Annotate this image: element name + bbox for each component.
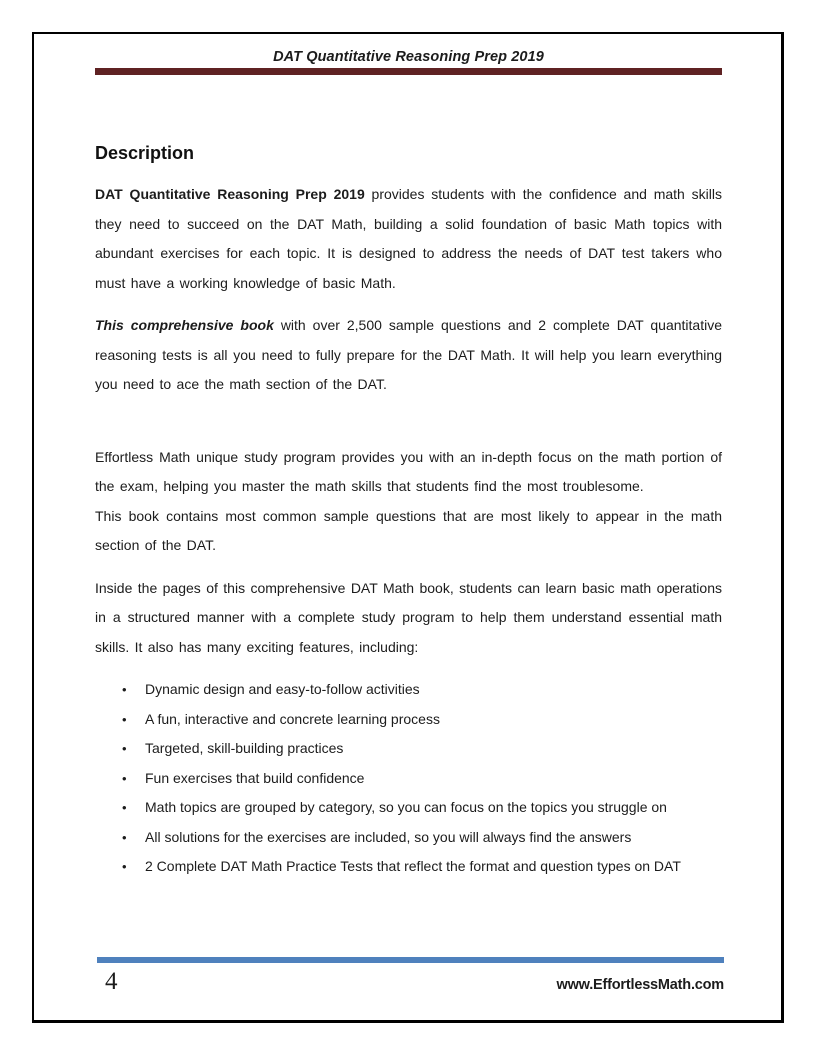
feature-list <box>95 675 722 882</box>
list-item <box>122 764 722 794</box>
paragraph-3-line-1: Effortless Math unique study program provides you with an in-depth focus on the math portion of the exam, helping you master the math skills that students find the most troublesome. <box>95 448 722 494</box>
list-item <box>122 734 722 764</box>
paragraph-2-lead: This comprehensive book <box>95 317 274 333</box>
paragraph-1 <box>95 180 722 298</box>
page-footer <box>97 957 724 996</box>
list-item <box>122 823 722 853</box>
paragraph-2 <box>95 311 722 400</box>
page-body <box>95 142 722 882</box>
paragraph-1-text: provides students with the confidence and math skills they need to succeed on the DAT Math, building a solid foundation of basic Math topics with abundant exercises for each topic. It is designed to address the needs of DAT test takers who must have a working knowledge of basic Math. <box>95 186 722 291</box>
paragraph-4: Inside the pages of this comprehensive DAT Math book, students can learn basic math operations in a structured manner with a complete study program to help them understand essential math skills. It also has many exciting features, including: <box>95 579 722 655</box>
bullet-icon: • <box>122 770 127 786</box>
list-item <box>122 852 722 882</box>
list-item-text: Targeted, skill-building practices <box>145 740 344 756</box>
page-border <box>32 32 784 1023</box>
bullet-icon: • <box>122 741 127 756</box>
list-item <box>122 705 722 735</box>
list-item-text: Dynamic design and easy-to-follow activities <box>145 681 420 697</box>
bullet-icon: • <box>122 829 127 845</box>
bullet-icon: • <box>122 800 127 815</box>
page-number: 4 <box>105 968 118 995</box>
footer-rule <box>97 957 724 963</box>
list-item-text: 2 Complete DAT Math Practice Tests that reflect the format and question types on DAT <box>145 858 681 874</box>
bullet-icon: • <box>122 682 127 697</box>
paragraph-3 <box>95 443 722 561</box>
header-rule <box>95 68 722 75</box>
page-header <box>95 48 722 75</box>
list-item-text: A fun, interactive and concrete learning process <box>145 710 440 727</box>
bullet-icon: • <box>122 711 127 727</box>
list-item-text: Fun exercises that build confidence <box>145 769 365 786</box>
paragraph-2-text: with over 2,500 sample questions and 2 complete DAT quantitative reasoning tests is all you need to fully prepare for the DAT Math. It will help you learn everything you need to ace the math section of the DAT. <box>95 317 722 392</box>
list-item-text: All solutions for the exercises are included, so you will always find the answers <box>145 828 632 845</box>
website-link: www.EffortlessMath.com <box>556 977 724 993</box>
paragraph-1-lead: DAT Quantitative Reasoning Prep 2019 <box>95 186 365 202</box>
footer-row <box>97 968 724 996</box>
section-heading: Description <box>95 143 195 163</box>
list-item-text: Math topics are grouped by category, so you can focus on the topics you struggle on <box>145 799 667 815</box>
paragraph-3-line-2: This book contains most common sample questions that are most likely to appear in the math section of the DAT. <box>95 507 722 553</box>
running-title: DAT Quantitative Reasoning Prep 2019 <box>273 49 544 65</box>
list-item <box>122 675 722 705</box>
bullet-icon: • <box>122 859 127 874</box>
list-item <box>122 793 722 823</box>
